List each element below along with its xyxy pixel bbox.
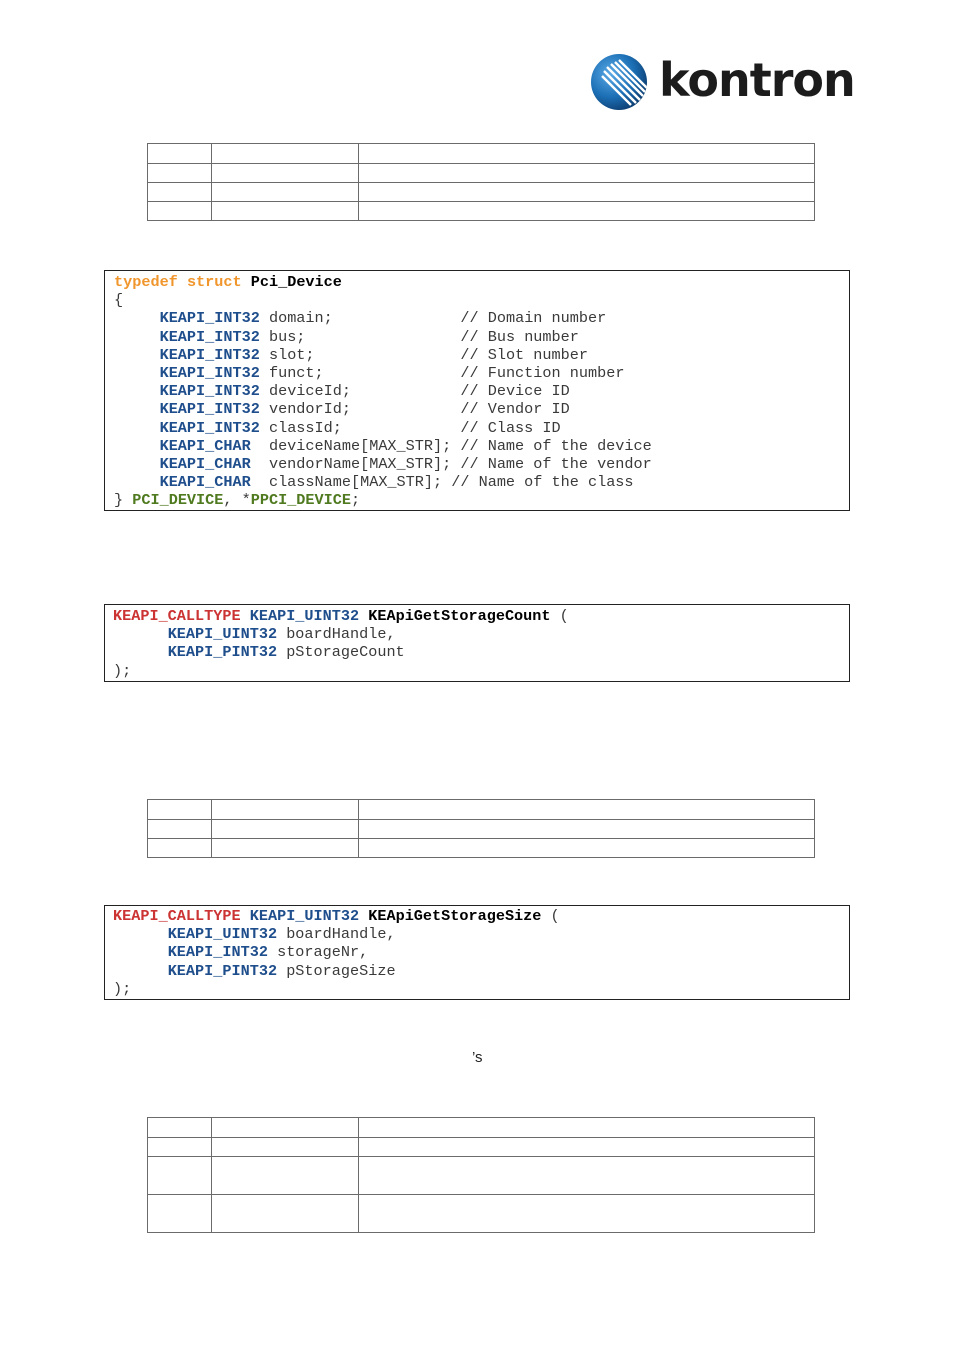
brace-close: } [114, 491, 124, 510]
struct-name: Pci_Device [250, 273, 342, 291]
field-type: KEAPI_INT32 [159, 309, 260, 328]
pointer-type-name: PPCI_DEVICE [250, 491, 351, 510]
field-type: KEAPI_CHAR [159, 455, 251, 474]
kontron-logo [589, 52, 869, 114]
param-type: KEAPI_UINT32 [167, 625, 278, 644]
function-name: KEApiGetStorageSize [368, 907, 542, 925]
brand-name: kontron [659, 53, 855, 107]
field-decl: slot; [268, 345, 315, 364]
struct-field-line [114, 400, 570, 418]
table-row [148, 800, 815, 820]
storage-size-code [104, 905, 850, 1000]
field-type: KEAPI_INT32 [159, 400, 260, 419]
return-type: KEAPI_UINT32 [249, 607, 360, 625]
field-comment: // Function number [460, 364, 625, 383]
field-comment: // Vendor ID [460, 400, 570, 419]
field-decl: funct; [268, 364, 324, 383]
table-row [148, 183, 815, 202]
paren-close: ); [113, 979, 132, 998]
parameter-table-2 [147, 799, 815, 858]
field-comment: // Name of the device [460, 436, 652, 455]
struct-field-line [114, 437, 652, 455]
return-type: KEAPI_UINT32 [249, 907, 360, 925]
table-row [148, 839, 815, 858]
field-decl: vendorName[MAX_STR]; [268, 455, 452, 474]
param-line [113, 925, 396, 943]
parameter-table-3 [147, 1117, 815, 1233]
table-row [148, 1138, 815, 1157]
struct-field-line [114, 419, 561, 437]
parameter-table-1 [147, 143, 815, 221]
param-name: boardHandle, [286, 625, 396, 644]
table-row [148, 1118, 815, 1138]
struct-field-line [114, 364, 624, 382]
param-name: pStorageSize [286, 961, 396, 980]
struct-field-line [114, 346, 588, 364]
table-row [148, 1195, 815, 1233]
field-type: KEAPI_CHAR [159, 473, 251, 492]
table-row [148, 144, 815, 164]
pci-device-struct-code [104, 270, 850, 511]
field-decl: deviceName[MAX_STR]; [268, 436, 452, 455]
table-row [148, 202, 815, 221]
field-type: KEAPI_INT32 [159, 382, 260, 401]
kontron-globe-icon [589, 52, 649, 112]
param-name: boardHandle, [286, 925, 396, 944]
field-decl: deviceId; [268, 382, 351, 401]
paren-close: ); [113, 661, 132, 680]
param-type: KEAPI_UINT32 [167, 925, 278, 944]
field-comment: // Name of the class [451, 473, 634, 492]
keyword: typedef [114, 273, 178, 291]
param-line [113, 643, 405, 661]
param-type: KEAPI_PINT32 [167, 643, 278, 662]
field-comment: // Bus number [460, 327, 579, 346]
struct-field-line [114, 309, 606, 327]
table-row [148, 164, 815, 183]
field-type: KEAPI_INT32 [159, 364, 260, 383]
struct-field-line [114, 382, 570, 400]
field-comment: // Name of the vendor [460, 455, 652, 474]
field-comment: // Slot number [460, 345, 588, 364]
terminator: ; [351, 491, 361, 510]
field-type: KEAPI_INT32 [159, 418, 260, 437]
field-type: KEAPI_INT32 [159, 327, 260, 346]
field-type: KEAPI_INT32 [159, 345, 260, 364]
field-decl: classId; [268, 418, 342, 437]
field-comment: // Domain number [460, 309, 607, 328]
brace-open: { [114, 291, 124, 310]
param-type: KEAPI_PINT32 [167, 961, 278, 980]
stray-text: ’s [472, 1049, 483, 1066]
field-decl: className[MAX_STR]; [268, 473, 443, 492]
function-name: KEApiGetStorageCount [368, 607, 551, 625]
paren-open: ( [550, 907, 560, 925]
param-line [113, 625, 396, 643]
storage-count-code [104, 604, 850, 682]
param-type: KEAPI_INT32 [167, 943, 268, 962]
param-line [113, 943, 368, 961]
field-comment: // Class ID [460, 418, 561, 437]
param-list [113, 925, 396, 979]
struct-field-line [114, 328, 579, 346]
type-name: PCI_DEVICE [132, 491, 224, 510]
field-decl: vendorId; [268, 400, 351, 419]
struct-field-line [114, 473, 634, 491]
param-line [113, 962, 396, 980]
field-decl: bus; [268, 327, 306, 346]
struct-field-line [114, 455, 652, 473]
calltype: KEAPI_CALLTYPE [113, 607, 241, 625]
keyword: struct [186, 273, 242, 291]
separator: , * [223, 491, 251, 510]
param-name: pStorageCount [286, 643, 405, 662]
table-row [148, 820, 815, 839]
param-name: storageNr, [277, 943, 369, 962]
param-list [113, 625, 405, 661]
field-comment: // Device ID [460, 382, 570, 401]
calltype: KEAPI_CALLTYPE [113, 907, 241, 925]
field-type: KEAPI_CHAR [159, 436, 251, 455]
struct-fields [114, 309, 652, 491]
field-decl: domain; [268, 309, 333, 328]
paren-open: ( [559, 607, 569, 625]
table-row [148, 1157, 815, 1195]
